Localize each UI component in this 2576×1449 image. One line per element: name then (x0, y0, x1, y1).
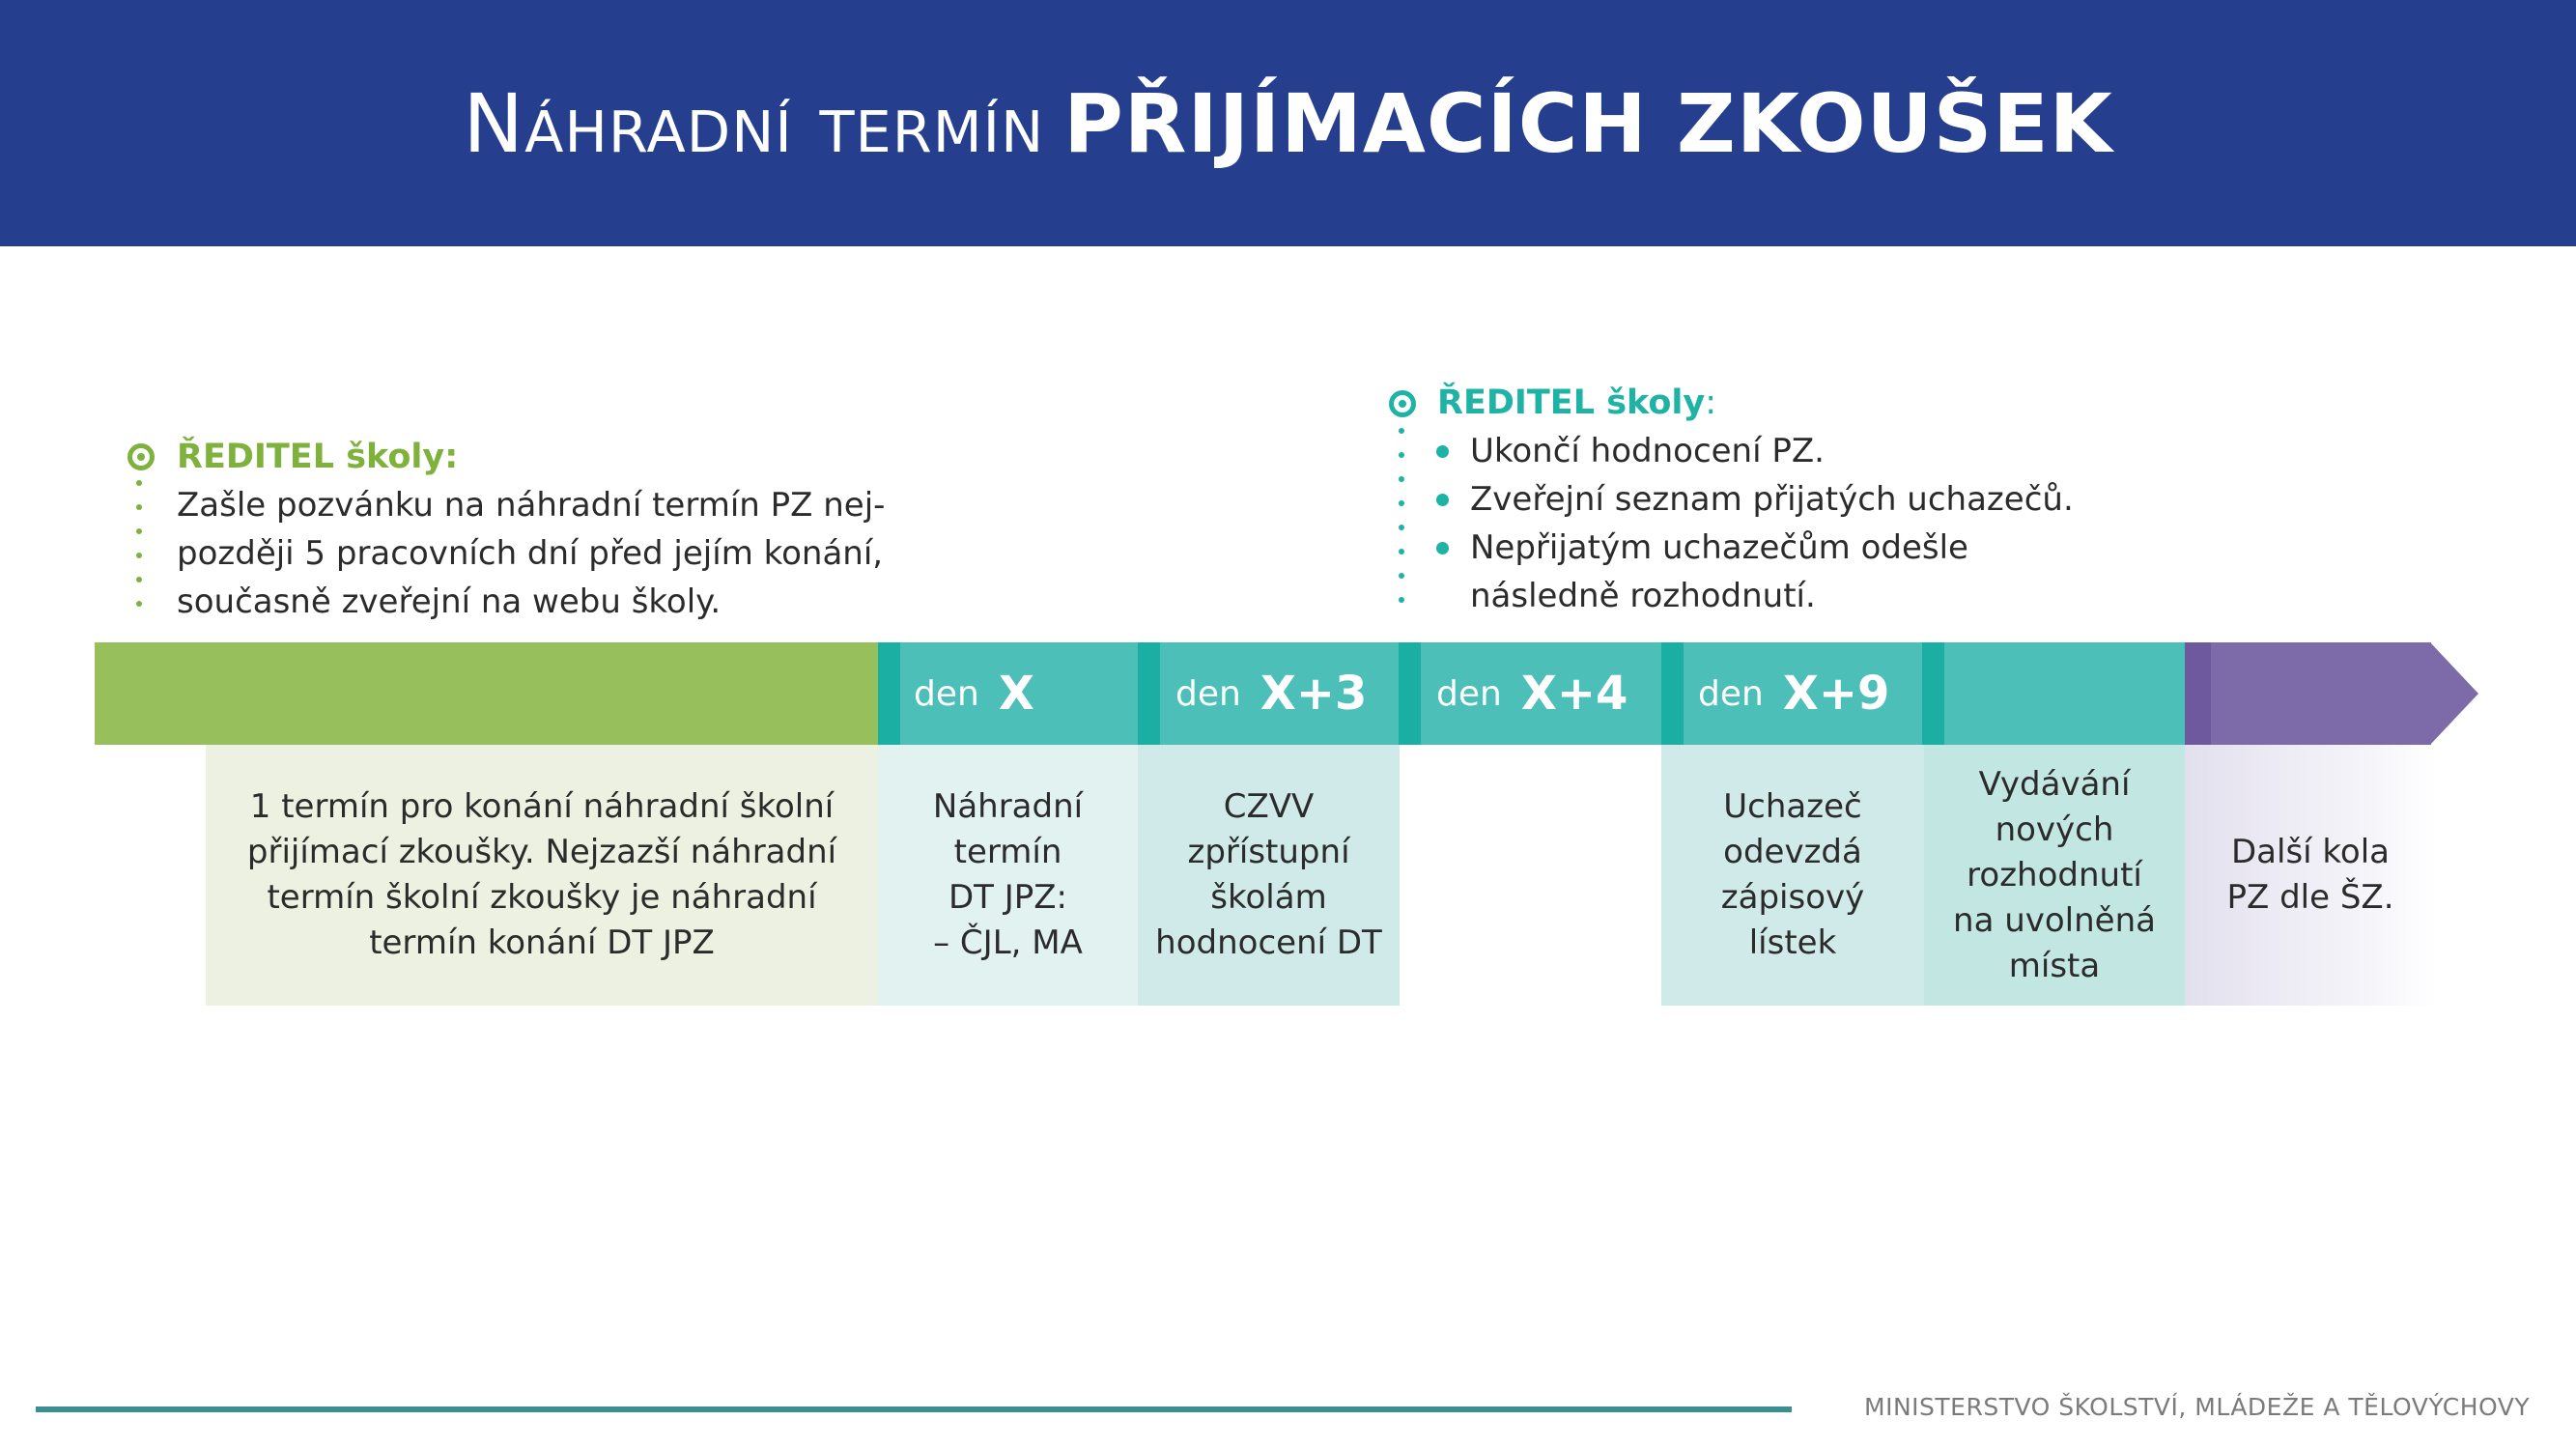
timeline-purple-segment (2209, 642, 2431, 745)
right-note-heading-colon: : (1705, 384, 1717, 422)
day-code: X+9 (1782, 667, 1890, 721)
day-label-x4 (1436, 642, 1628, 745)
day-code: X+3 (1260, 667, 1368, 721)
day-code: X (998, 667, 1034, 721)
day-label-x9 (1698, 642, 1889, 745)
list-item: Nepřijatým uchazečům odešle následně rozhodnutí. (1433, 524, 2074, 620)
left-note-line: později 5 pracovních dní před jejím konání, (177, 534, 884, 573)
page-title (463, 76, 2112, 171)
list-item: Zveřejní seznam přijatých uchazečů. (1433, 475, 2074, 524)
box-new-decisions (1924, 745, 2185, 1006)
box-text: 1 termín pro konání náhradní školní přijímací zkoušky. Nejzazší náhradní termín školní zkoušky je náhradní termín konání DT JPZ (246, 787, 837, 962)
day-word: den (1698, 673, 1764, 714)
right-note-heading-text: ŘEDITEL školy (1437, 384, 1706, 422)
box-text: Vydávání nových rozhodnutí na uvolněná místa (1953, 764, 2156, 985)
footer-divider (36, 1406, 1792, 1412)
header-banner (0, 0, 2576, 246)
right-note-heading (1437, 379, 2074, 427)
box-text: Další kola PZ dle ŠZ. (2226, 833, 2394, 917)
day-word: den (1175, 673, 1241, 714)
right-note-bullets (1433, 427, 2074, 620)
timeline-separator (1922, 642, 1944, 745)
box-czvv (1138, 745, 1400, 1006)
box-text: Uchazeč odevzdá zápisový lístek (1720, 787, 1865, 962)
box-text: Náhradní termín DT JPZ: – ČJL, MA (932, 787, 1084, 962)
timeline-separator (1138, 642, 1160, 745)
timeline-separator (1661, 642, 1684, 745)
dotted-connector-left (136, 480, 142, 625)
right-note (1437, 379, 2074, 620)
box-replacement-term (206, 745, 878, 1006)
day-label-x (914, 642, 1034, 745)
box-replacement-dt (878, 745, 1138, 1006)
ministry-name: MINISTERSTVO ŠKOLSTVÍ, MLÁDEŽE A TĚLOVÝCHOVY (1864, 1393, 2531, 1421)
left-note-line: Zašle pozvánku na náhradní termín PZ nej- (177, 486, 886, 525)
box-enrollment-form (1661, 745, 1924, 1006)
target-icon (127, 443, 155, 470)
title-light-part: Náhradní termín (463, 75, 1045, 171)
left-note-line: současně zveřejní na webu školy. (177, 582, 722, 621)
box-text: CZVV zpřístupní školám hodnocení DT (1155, 787, 1382, 962)
day-label-x3 (1175, 642, 1367, 745)
dotted-connector-right (1399, 428, 1404, 621)
timeline-arrowhead (2430, 642, 2478, 745)
left-note-heading: ŘEDITEL školy: (177, 438, 459, 476)
timeline-green-segment (95, 642, 879, 745)
box-further-rounds (2185, 745, 2436, 1006)
timeline-separator (1399, 642, 1421, 745)
title-bold-part: PŘIJÍMACÍCH ZKOUŠEK (1063, 75, 2113, 171)
target-icon (1389, 390, 1416, 417)
timeline-purple-separator (2185, 642, 2211, 745)
day-word: den (1436, 673, 1502, 714)
left-note (177, 433, 885, 626)
list-item: Ukončí hodnocení PZ. (1433, 427, 2074, 475)
day-code: X+4 (1520, 667, 1628, 721)
timeline-separator (878, 642, 900, 745)
day-word: den (914, 673, 979, 714)
